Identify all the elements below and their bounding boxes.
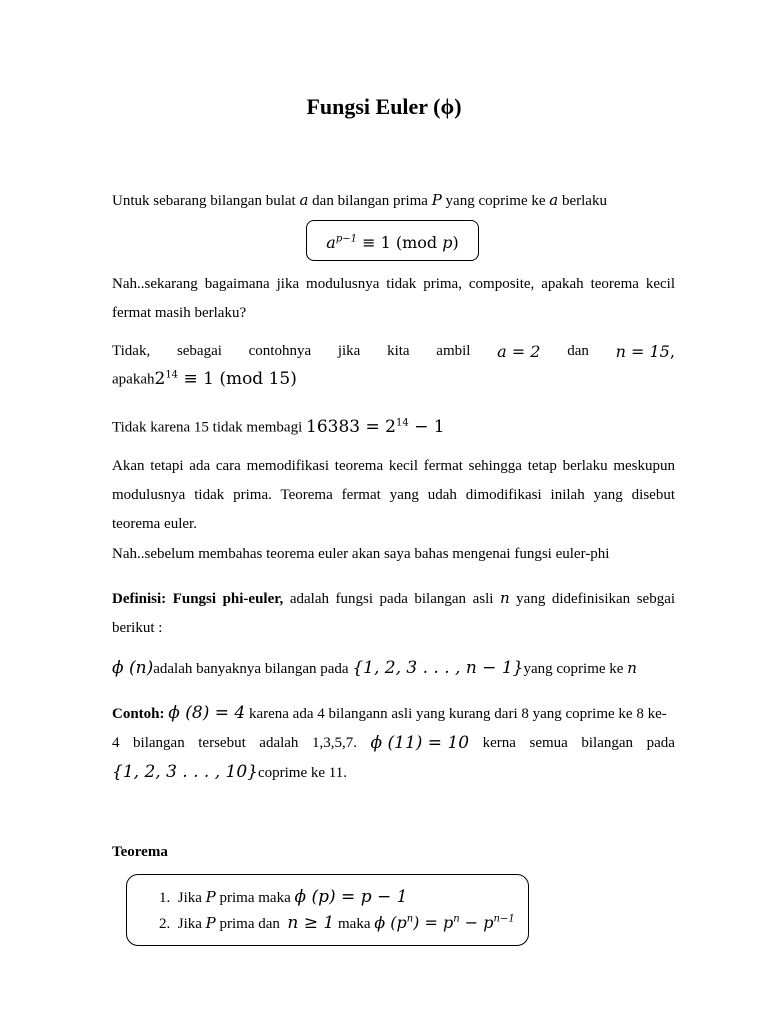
var-a: a: [299, 191, 309, 209]
paragraph-intro: Untuk sebarang bilangan bulat a dan bilangan prima P yang coprime ke a berlaku: [112, 191, 607, 209]
fermat-formula-box: [306, 220, 479, 261]
math-phi-11: ϕ (11) = 10: [370, 733, 470, 753]
math-set-1-to-10: {1, 2, 3 . . . , 10}: [112, 762, 258, 782]
paragraph-phi-def: ϕ (n)adalah banyaknya bilangan pada {1, 2, 3 . . . , n − 1}yang coprime ke n: [112, 658, 637, 678]
math-n-eq-15: n = 15,: [615, 342, 675, 361]
paragraph-example: Tidak, sebagai contohnya jika kita ambil a = 2 dan n = 15, $apakah2^{14} \equiv 1$ (mod 15): [112, 337, 675, 395]
math-phi-p-n: ϕ $(p^n) = p^n - p^{n-1}$: [374, 913, 515, 932]
paragraph-definition: Definisi: Fungsi phi-euler, adalah fungsi pada bilangan asli n yang didefinisikan sebgai berikut :: [112, 589, 676, 636]
paragraph-question: Nah..sekarang bagaimana jika modulusnya tidak prima, composite, apakah teorema kecil fermat masih berlaku?: [112, 276, 675, 321]
math-16383: $16383 = 2^{14} - 1$: [306, 416, 445, 437]
paragraph-modify: Akan tetapi ada cara memodifikasi teorema kecil fermat sehingga tetap berlaku meskupun modulusnya tidak prima. Teorema fermat yang udah dimodifikasi inilah yang disebut teorema euler.: [112, 458, 675, 532]
fermat-formula: $a^{p-1} \equiv 1$ (mod p): [326, 233, 459, 253]
teorema-item-1: 1. Jika P prima maka ϕ (p) = p − 1: [159, 887, 408, 907]
paragraph-before-euler: Nah..sebelum membahas teorema euler akan saya bahas mengenai fungsi euler-phi: [112, 546, 610, 562]
paragraph-contoh: Contoh: ϕ (8) = 4 karena ada 4 bilangann asli yang kurang dari 8 yang coprime ke 8 ke- 4 bilangan tersebut adalah 1,3,5,7. ϕ (11) = 10 kerna semua bilangan pada {1, 2, 3 . . . , 10}coprime ke 11.: [112, 703, 675, 782]
teorema-box: [126, 874, 529, 946]
teorema-heading: Teorema: [112, 844, 168, 860]
math-n-ge-1: n ≥ 1: [287, 913, 335, 933]
math-set-1-to-n-1: {1, 2, 3 . . . , n − 1}: [352, 658, 524, 678]
var-a: a: [549, 191, 559, 209]
var-p: P: [431, 191, 442, 209]
teorema-item-2: 2. Jika P prima dan n ≥ 1 maka ϕ $(p^n) = p^n - p^{n-1}$: [159, 913, 515, 933]
math-phi-p: ϕ (p) = p − 1: [294, 887, 408, 907]
paragraph-not-divide: Tidak karena 15 tidak membagi $16383 = 2^{14} - 1$: [112, 416, 445, 437]
page-title: Fungsi Euler (ϕ): [306, 94, 462, 119]
math-congruence: $2^{14} \equiv 1$ (mod 15): [154, 368, 297, 389]
math-phi-8: ϕ (8) = 4: [168, 703, 246, 723]
math-phi-n: ϕ (n): [112, 658, 154, 678]
math-a-eq-2: a = 2: [497, 342, 541, 361]
